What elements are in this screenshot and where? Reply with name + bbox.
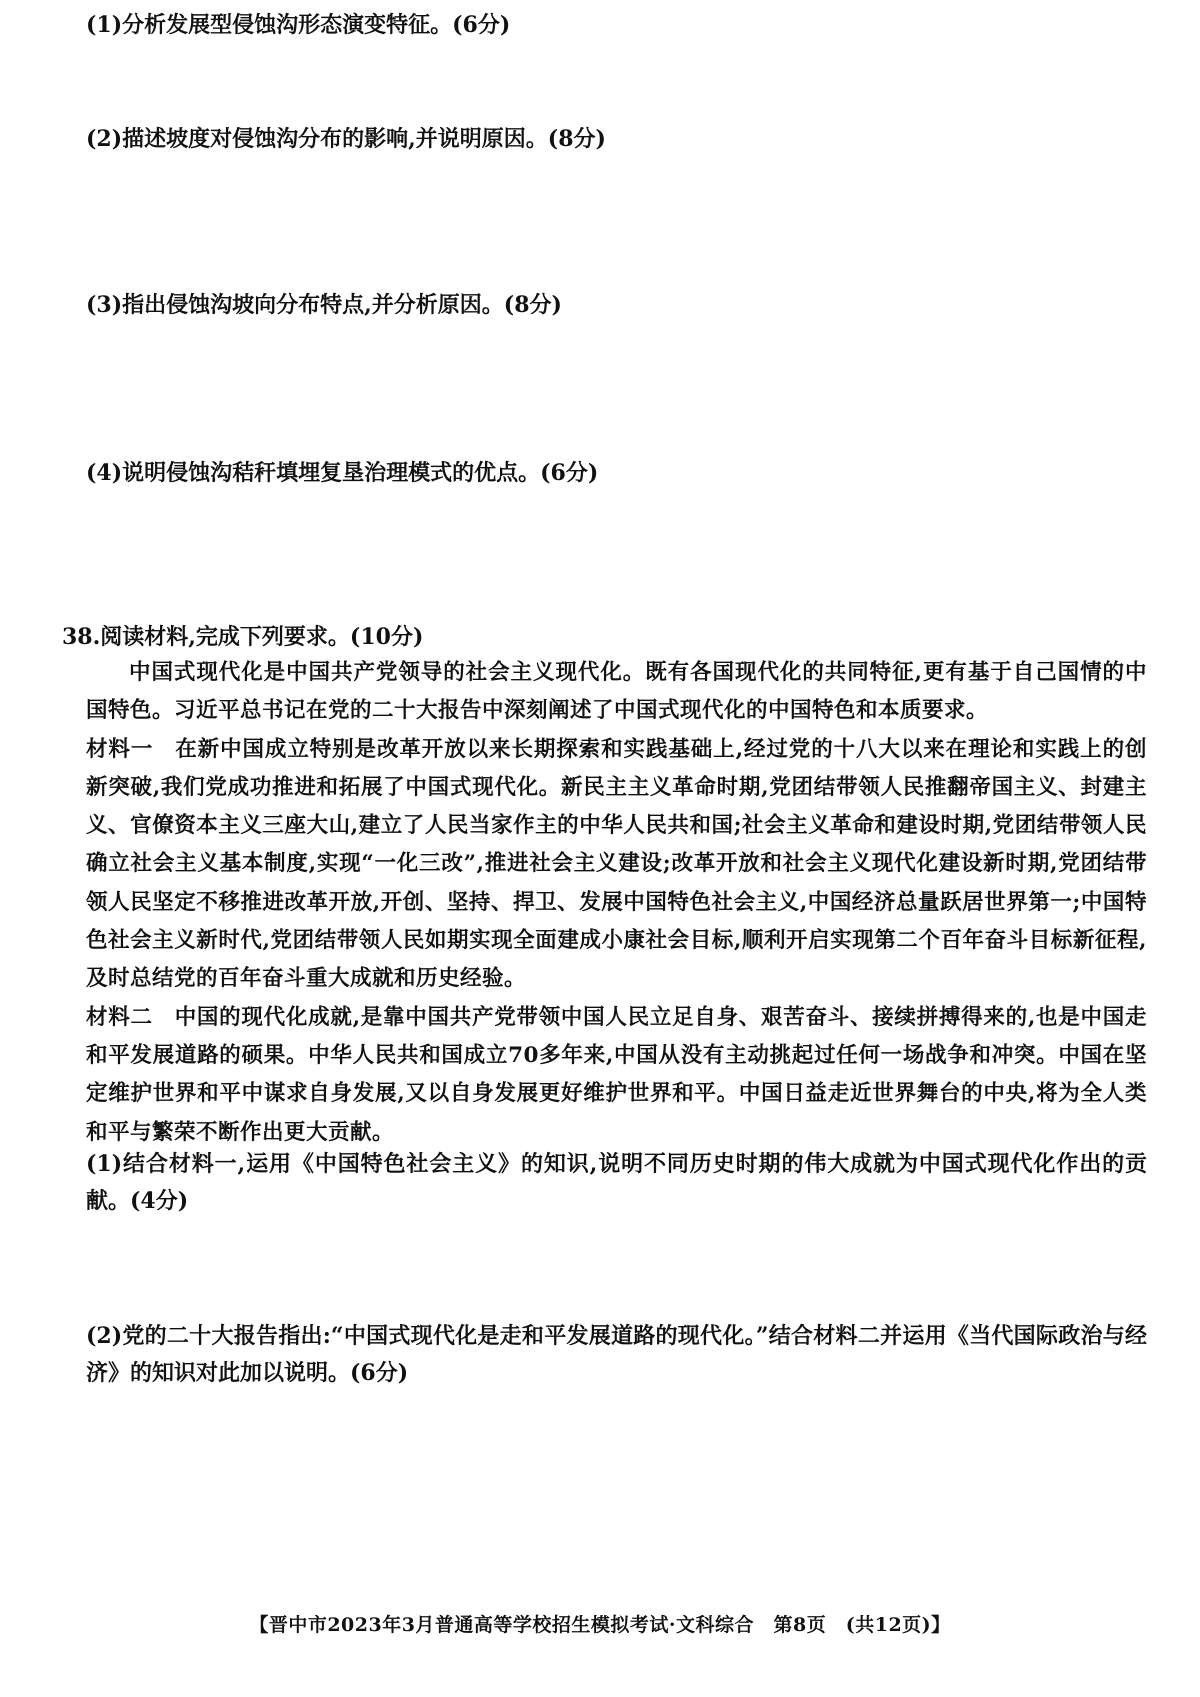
question-38-heading: 38.阅读材料,完成下列要求。(10分)	[62, 624, 424, 650]
question-37-3: (3)指出侵蚀沟坡向分布特点,并分析原因。(8分)	[86, 292, 562, 318]
question-37-1: (1)分析发展型侵蚀沟形态演变特征。(6分)	[86, 12, 511, 38]
material-2-label: 材料二	[86, 1004, 153, 1030]
material-1-text: 在新中国成立特别是改革开放以来长期探索和实践基础上,经过党的十八大以来在理论和实践上的创新突破,我们党成功推进和拓展了中国式现代化。新民主主义革命时期,党团结带领人民推翻帝国主义、封建主义、官僚资本主义三座大山,建立了人民当家作主的中华人民共和国;社会主义革命和建设时期,党团结带领人民确立社会主义基本制度,实现“一化三改”,推进社会主义建设;改革开放和社会主义现代化建设新时期,党团结带领人民坚定不移推进改革开放,开创、坚持、捍卫、发展中国特色社会主义,中国经济总量跃居世界第一;中国特色社会主义新时代,党团结带领人民如期实现全面建成小康社会目标,顺利开启实现第二个百年奋斗目标新征程,及时总结党的百年奋斗重大成就和历史经验。	[86, 736, 1147, 992]
question-38-intro: 中国式现代化是中国共产党领导的社会主义现代化。既有各国现代化的共同特征,更有基于自己国情的中国特色。习近平总书记在党的二十大报告中深刻阐述了中国式现代化的中国特色和本质要求。	[86, 660, 1147, 724]
page-footer: 【晋中市2023年3月普通高等学校招生模拟考试·文科综合 第8页 (共12页)】	[249, 1614, 951, 1636]
material-1-label: 材料一	[86, 736, 154, 762]
material-2	[62, 999, 1147, 1152]
question-37-4: (4)说明侵蚀沟秸秆填埋复垦治理模式的优点。(6分)	[86, 460, 599, 486]
question-38	[62, 622, 1147, 1152]
material-2-text: 中国的现代化成就,是靠中国共产党带领中国人民立足自身、艰苦奋斗、接续拼搏得来的,也是中国走和平发展道路的硕果。中华人民共和国成立70多年来,中国从没有主动挑起过任何一场战争和冲突。中国在坚定维护世界和平中谋求自身发展,又以自身发展更好维护世界和平。中国日益走近世界舞台的中央,将为全人类和平与繁荣不断作出更大贡献。	[86, 1004, 1147, 1145]
question-38-1: (1)结合材料一,运用《中国特色社会主义》的知识,说明不同历史时期的伟大成就为中国式现代化作出的贡献。(4分)	[86, 1151, 1147, 1214]
question-37-2: (2)描述坡度对侵蚀沟分布的影响,并说明原因。(8分)	[86, 126, 606, 152]
question-38-2: (2)党的二十大报告指出:“中国式现代化是走和平发展道路的现代化。”结合材料二并运用《当代国际政治与经济》的知识对此加以说明。(6分)	[86, 1323, 1147, 1386]
material-1	[62, 731, 1147, 999]
